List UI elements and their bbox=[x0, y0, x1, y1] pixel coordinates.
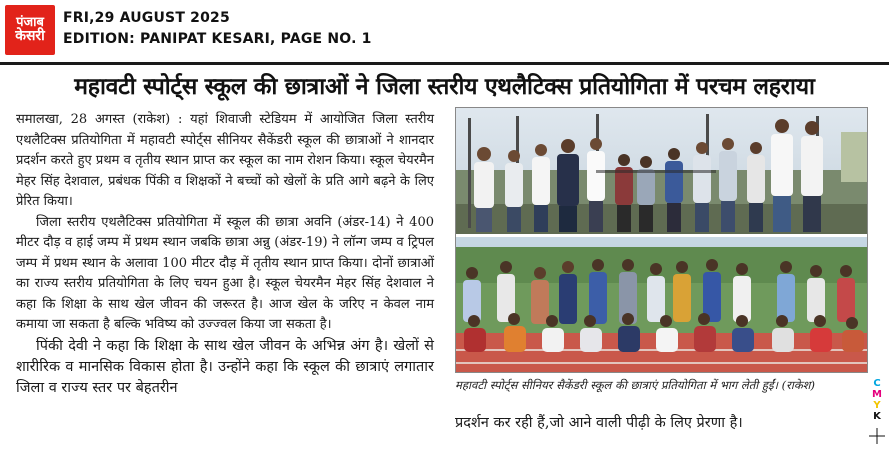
edition-line: EDITION: PANIPAT KESARI, PAGE NO. 1 bbox=[63, 31, 372, 47]
article-headline: महावटी स्पोर्ट्स स्कूल की छात्राओं ने जिला स्तरीय एथलैटिक्स प्रतियोगिता में परचम लहराया bbox=[74, 74, 815, 100]
date-line: FRI,29 AUGUST 2025 bbox=[63, 10, 230, 26]
cmyk-y: Y bbox=[873, 400, 881, 411]
edition-meta bbox=[63, 8, 372, 50]
punjab-kesari-logo bbox=[5, 5, 55, 55]
article-paragraph-3: पिंकी देवी ने कहा कि शिक्षा के साथ खेल जीवन के अभिन्न अंग है। खेलों से शारीरिक व मानसिक विकास होता है। उन्होंने कहा कि स्कूल की छात्राएं लगातार जिला व राज्य स्तर पर बेहतरीन bbox=[16, 337, 434, 396]
news-photo bbox=[455, 107, 868, 373]
article-paragraph-1: समालखा, 28 अगस्त (राकेश) : यहां शिवाजी स्टेडियम में आयोजित जिला स्तरीय एथलैटिक्स प्रतियोगिता में महावटी स्पोर्ट्स सीनियर सैकेंडरी स्कूल की छात्राओं ने शानदार प्रदर्शन करते हुए प्रथम व तृतीय स्थान प्राप्त कर स्कूल का नाम रोशन किया। स्कूल चेयरमैन मेहर सिंह देशवाल, प्रबंधक पिंकी व शिक्षकों ने बच्चों को खेलों के प्रति आगे बढ़ने के लिए प्रेरित किया। bbox=[16, 112, 434, 209]
photo-group-team bbox=[456, 237, 867, 372]
header-divider bbox=[0, 62, 889, 65]
page-header bbox=[0, 0, 889, 60]
logo-line-2: केसरी bbox=[15, 28, 45, 45]
cmyk-print-marks bbox=[868, 378, 886, 422]
cmyk-k: K bbox=[873, 411, 881, 422]
cmyk-m: M bbox=[872, 389, 882, 400]
article-continuation: प्रदर्शन कर रही हैं,जो आने वाली पीढ़ी के लिए प्रेरणा है। bbox=[455, 415, 743, 431]
registration-mark-icon bbox=[869, 428, 885, 444]
photo-group-standing bbox=[456, 108, 867, 234]
photo-caption: महावटी स्पोर्ट्स सीनियर सैकेंडरी स्कूल की छात्राएं प्रतियोगिता में भाग लेती हुईं। (राकेश) bbox=[455, 378, 815, 392]
article-body bbox=[16, 110, 434, 399]
logo-line-1: पंजाब bbox=[16, 14, 44, 30]
cmyk-c: C bbox=[873, 378, 881, 389]
article-paragraph-2: जिला स्तरीय एथलैटिक्स प्रतियोगिता में स्कूल की छात्रा अवनि (अंडर-14) ने 400 मीटर दौड़ व हाई जम्प में प्रथम स्थान जबकि छात्रा अन्नु (अंडर-19) ने लॉन्ग जम्प व ट्रिपल जम्प में प्रथम स्थान के अलावा 100 मीटर दौड़ में तृतीय स्थान प्राप्त किया। दोनों छात्राओं का राज्य स्तरीय प्रतियोगिता के लिए चयन हुआ है। स्कूल चेयरमैन मेहर सिंह देशवाल ने कहा कि शिक्षा के साथ खेल जीवन की जरूरत है। आज खेल के जरिए न केवल नाम कमाया जा सकता है बल्कि भविष्य को उज्ज्वल किया जा सकता है। bbox=[16, 214, 434, 332]
